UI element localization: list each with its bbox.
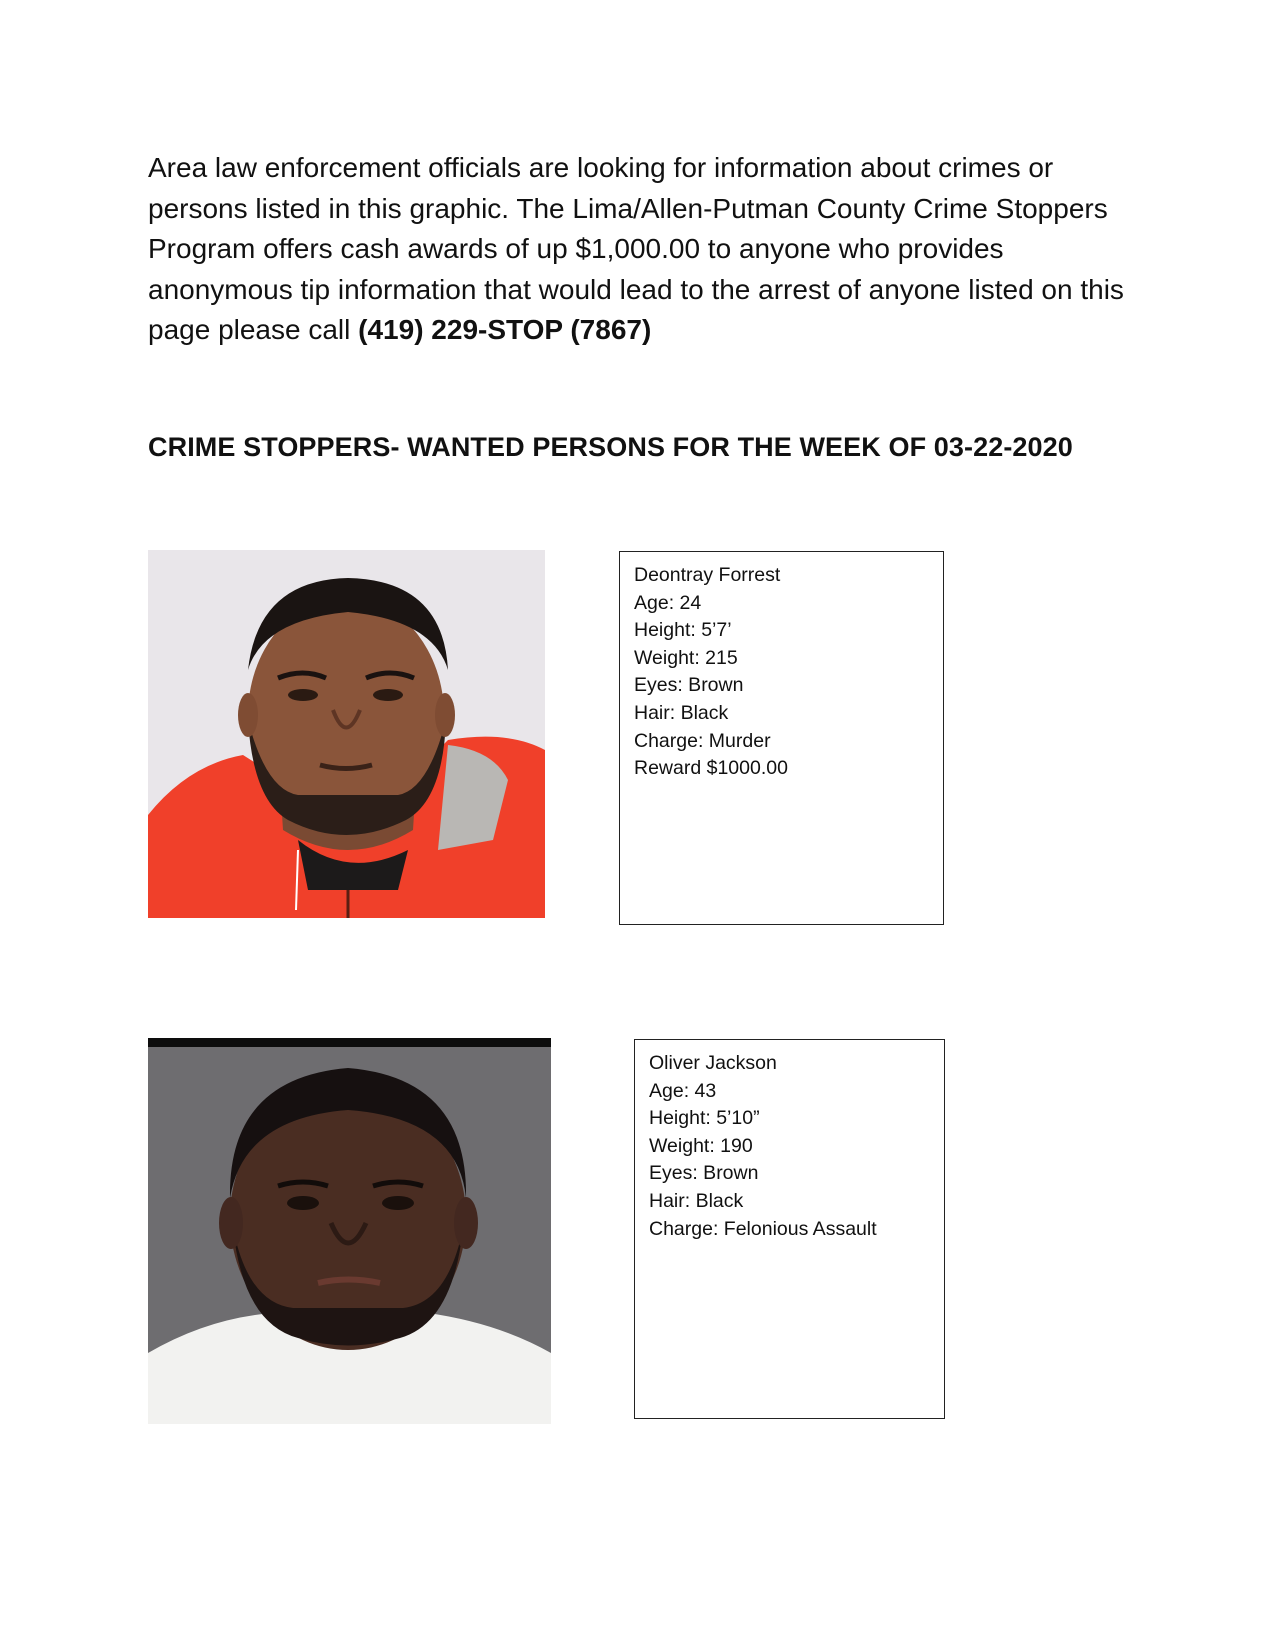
tip-phone-number: (419) 229-STOP (7867) [358, 314, 652, 345]
person-reward: Reward $1000.00 [634, 757, 788, 780]
person-info-box-2 [634, 1039, 945, 1419]
intro-text: Area law enforcement officials are looking for information about crimes or persons listed in this graphic. The Lima/Allen-Putman County Crime Stoppers Program offers cash awards of up $1,000.00 to anyone who provides anonymous tip information that would lead to the arrest of anyone listed on this page please call [148, 152, 1124, 345]
person-weight: Weight: 190 [649, 1134, 753, 1157]
person-height: Height: 5’10” [649, 1107, 760, 1130]
intro-paragraph [148, 148, 1128, 351]
mugshot-photo-2 [148, 1038, 551, 1424]
person-weight: Weight: 215 [634, 646, 738, 669]
page-headline: CRIME STOPPERS- WANTED PERSONS FOR THE WEEK OF 03-22-2020 [148, 432, 1073, 462]
person-eyes: Eyes: Brown [649, 1162, 759, 1185]
person-charge: Charge: Felonious Assault [649, 1217, 877, 1240]
person-age: Age: 24 [634, 591, 702, 614]
person-hair: Hair: Black [634, 701, 729, 724]
person-age: Age: 43 [649, 1079, 717, 1102]
person-name: Deontray Forrest [634, 564, 781, 586]
person-name: Oliver Jackson [649, 1052, 777, 1074]
person-height: Height: 5’7’ [634, 619, 732, 642]
person-info-box-1 [619, 551, 944, 925]
person-charge: Charge: Murder [634, 729, 771, 752]
person-eyes: Eyes: Brown [634, 674, 744, 697]
mugshot-photo-1 [148, 550, 545, 918]
person-hair: Hair: Black [649, 1189, 744, 1212]
